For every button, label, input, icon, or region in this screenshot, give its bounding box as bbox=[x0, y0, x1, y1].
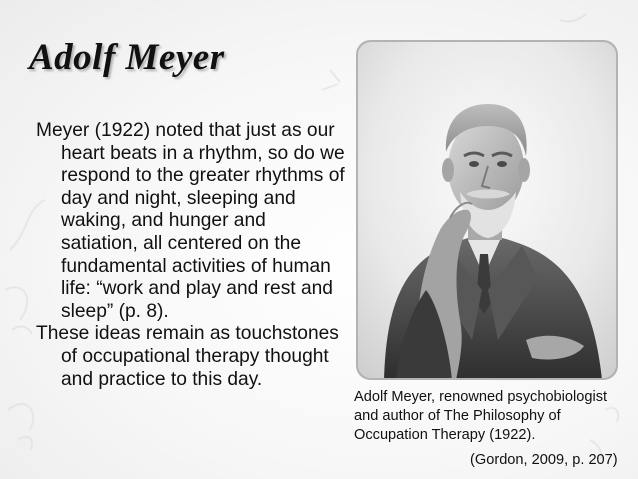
citation: (Gordon, 2009, p. 207) bbox=[470, 452, 618, 468]
body-text bbox=[36, 120, 346, 391]
portrait-photo bbox=[356, 40, 618, 380]
paragraph-rhythms: Meyer (1922) noted that just as our heart beats in a rhythm, so do we respond to the greater rhythms of day and night, sleeping and waking, and hunger and satiation, all centered on the fundamental activities of human life: “work and play and rest and sleep” (p. 8). bbox=[36, 120, 345, 322]
paragraph-touchstones: These ideas remain as touchstones of occupational therapy thought and practice to this day. bbox=[36, 323, 339, 390]
photo-caption: Adolf Meyer, renowned psychobiologist and author of The Philosophy of Occupation Therapy (1922). bbox=[354, 389, 608, 444]
portrait-illustration bbox=[356, 40, 618, 380]
slide-title: Adolf Meyer bbox=[29, 37, 225, 78]
